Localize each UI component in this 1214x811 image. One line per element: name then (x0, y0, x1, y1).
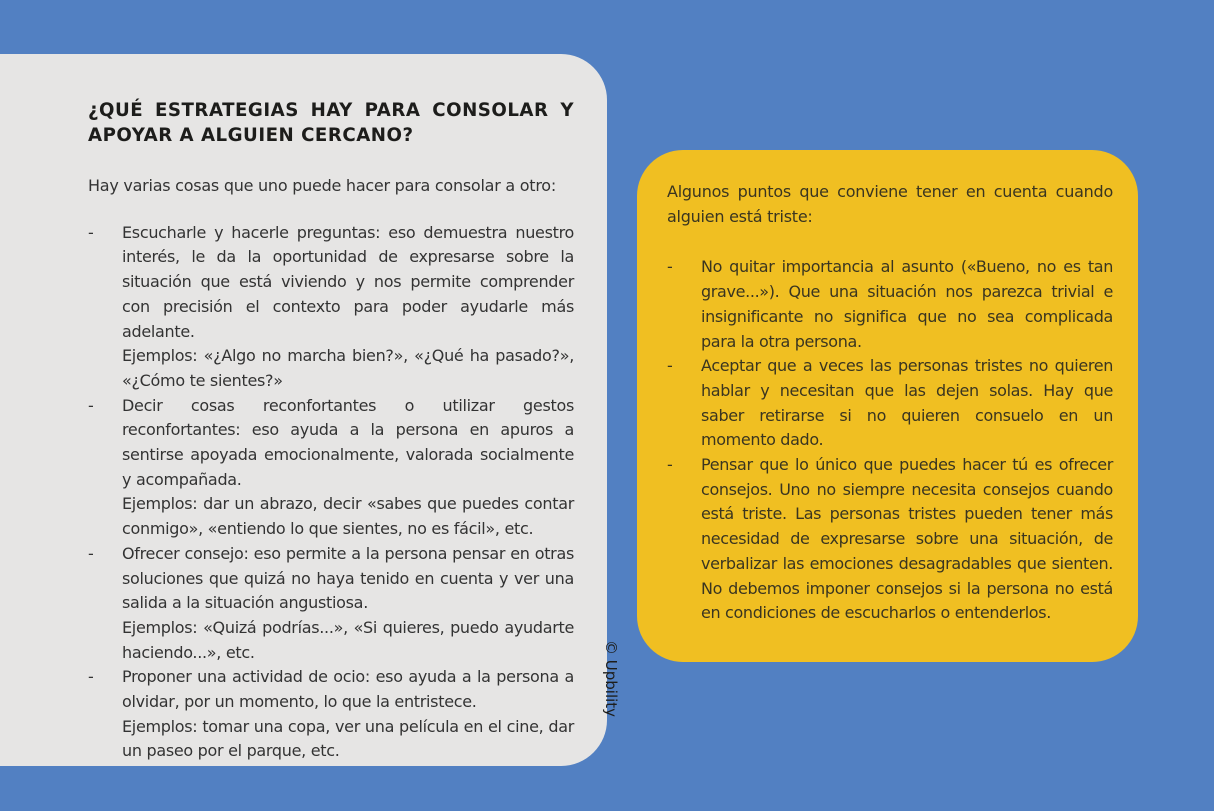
bullet-dash: - (88, 667, 94, 687)
list-item-example: Ejemplos: «¿Algo no marcha bien?», «¿Qué ha pasado?», «¿Cómo te sientes?» (122, 346, 574, 390)
strategies-intro: Hay varias cosas que uno puede hacer para consolar a otro: (88, 176, 556, 195)
list-item (667, 354, 1113, 453)
bullet-dash: - (667, 356, 673, 376)
list-item-text: Decir cosas reconfortantes o utilizar gestos reconfortantes: eso ayuda a la persona en apuros a sentirse apoyada emocionalmente, valorada socialmente y acompañada. (122, 395, 574, 489)
list-item (88, 665, 574, 764)
list-item-text: Aceptar que a veces las personas tristes no quieren hablar y necesitan que las dejen solas. Hay que saber retirarse si no quieren consuelo en un momento dado. (701, 356, 1113, 450)
list-item-example: Ejemplos: dar un abrazo, decir «sabes que puedes contar conmigo», «entiendo lo que sientes, no es fácil», etc. (122, 494, 574, 539)
tips-intro: Algunos puntos que conviene tener en cuenta cuando alguien está triste: (667, 182, 1113, 226)
strategies-card (0, 54, 607, 766)
list-item (667, 255, 1113, 354)
tips-card (637, 150, 1138, 662)
list-item-text: Proponer una actividad de ocio: eso ayuda a la persona a olvidar, por un momento, lo que la entristece. (122, 667, 574, 712)
list-item-text: Pensar que lo único que puedes hacer tú es ofrecer consejos. Uno no siempre necesita consejos cuando está triste. Las personas tristes pueden tener más necesidad de expresarse sobre una situación, de verbalizar las emociones desagradables que sienten. No debemos imponer consejos si la persona no está en condiciones de escucharlos o entenderlos. (701, 455, 1113, 623)
bullet-dash: - (88, 395, 94, 415)
list-item-text: Escucharle y hacerle preguntas: eso demuestra nuestro interés, le da la oportunidad de expresarse sobre la situación que está viviendo y nos permite comprender con precisión el contexto para poder ayudarle más adelante. (122, 222, 574, 341)
list-item (667, 453, 1113, 626)
bullet-dash: - (667, 455, 673, 475)
strategies-list (88, 221, 574, 764)
bullet-dash: - (667, 257, 673, 277)
bullet-dash: - (88, 543, 94, 563)
list-item (88, 542, 574, 666)
copyright-credit: © Upbility (602, 640, 620, 718)
list-item-text: Ofrecer consejo: eso permite a la persona pensar en otras soluciones que quizá no haya tenido en cuenta y ver una salida a la situación angustiosa. (122, 543, 574, 613)
list-item-example: Ejemplos: «Quizá podrías...», «Si quieres, puedo ayudarte haciendo...», etc. (122, 617, 574, 662)
bullet-dash: - (88, 222, 94, 242)
tips-list (667, 255, 1113, 626)
list-item-text: No quitar importancia al asunto («Bueno, no es tan grave...»). Que una situación nos parezca trivial e insignificante no significa que no sea complicada para la otra persona. (701, 257, 1113, 351)
strategies-title: ¿QUÉ ESTRATEGIAS HAY PARA CONSOLAR Y APOYAR A ALGUIEN CERCANO? (88, 100, 574, 146)
list-item (88, 394, 574, 542)
list-item (88, 221, 574, 394)
list-item-example: Ejemplos: tomar una copa, ver una película en el cine, dar un paseo por el parque, etc. (122, 716, 574, 761)
